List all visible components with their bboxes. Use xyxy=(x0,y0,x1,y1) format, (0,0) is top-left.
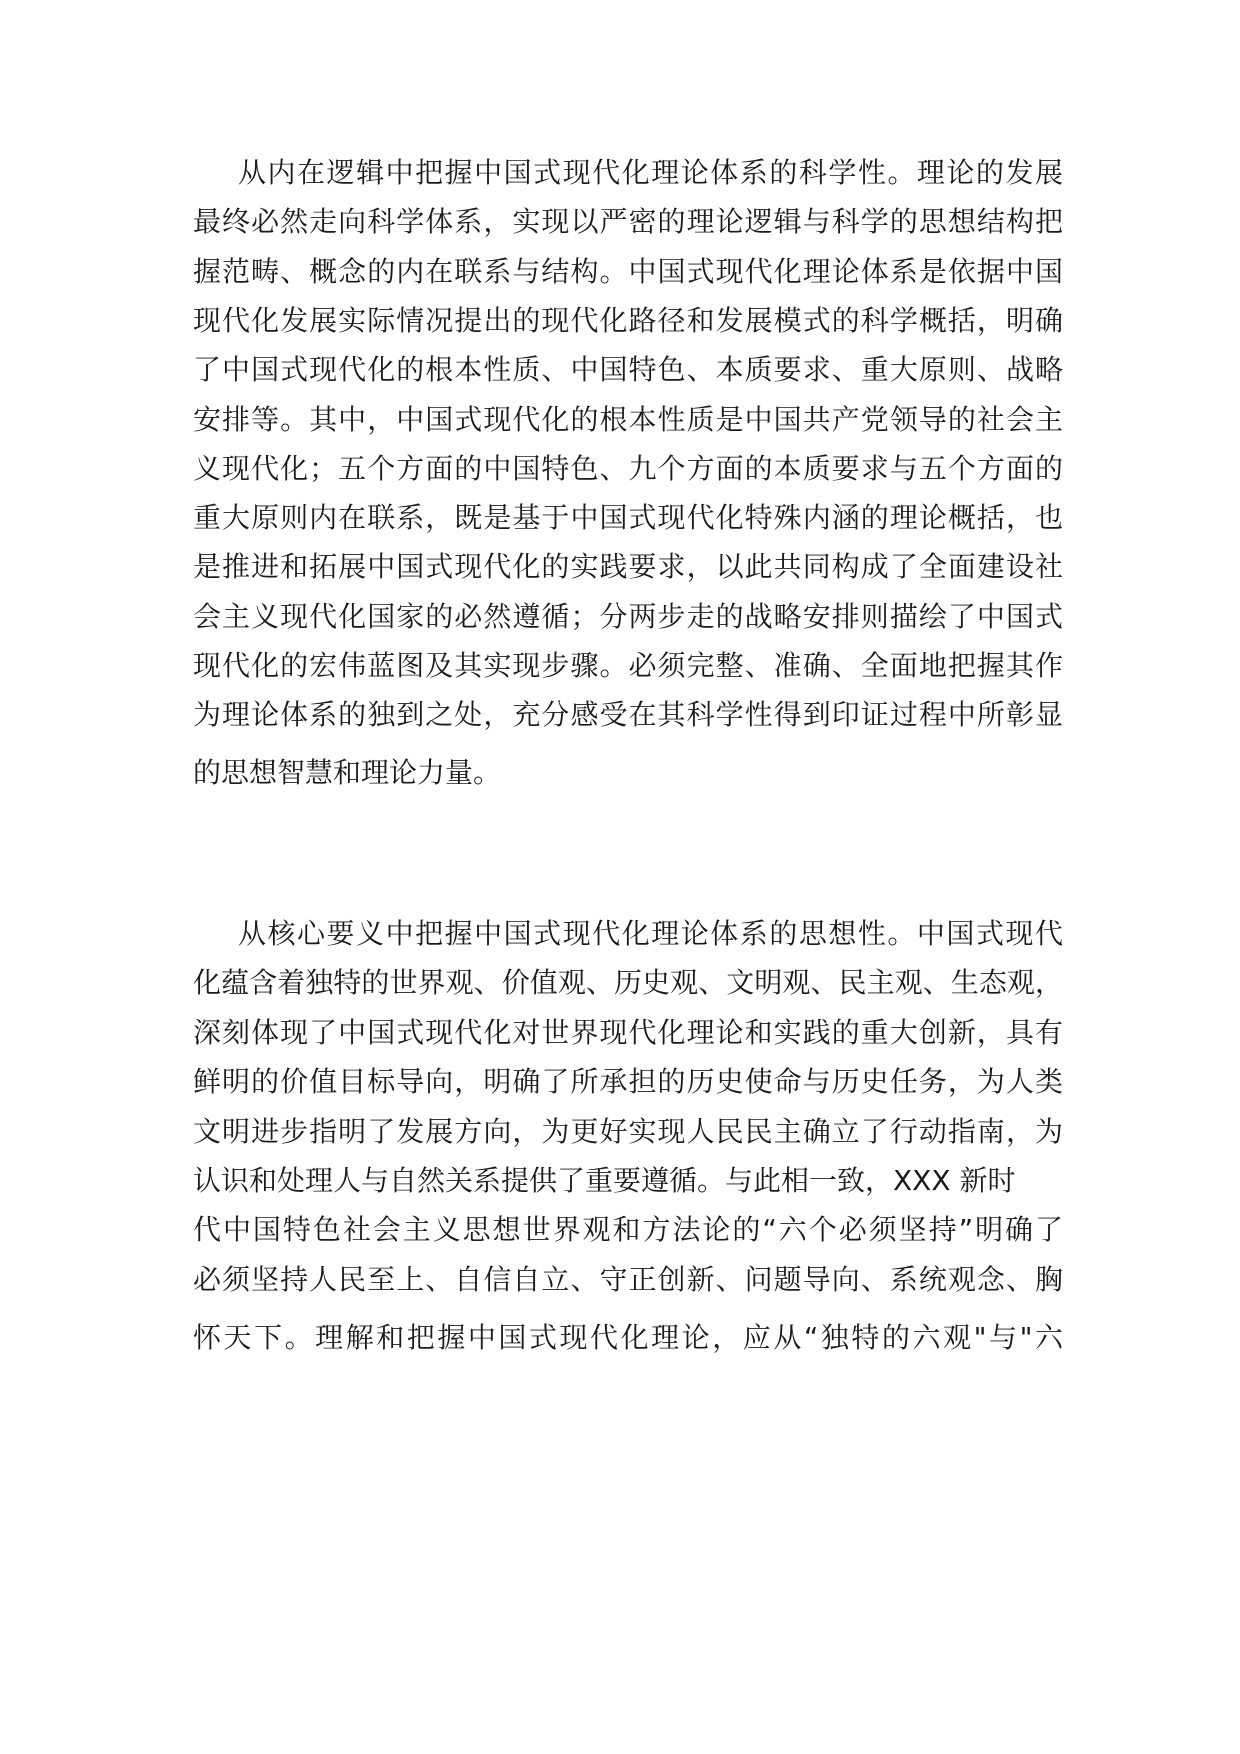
paragraph-1-line-11: 现代化的宏伟蓝图及其实现步骤。必须完整、准确、全面地把握其作 xyxy=(193,649,1063,682)
paragraph-1-line-5: 了中国式现代化的根本性质、中国特色、本质要求、重大原则、战略 xyxy=(193,353,1063,386)
paragraph-2-line-4: 鲜明的价值目标导向，明确了所承担的历史使命与历史任务，为人类 xyxy=(193,1065,1063,1098)
paragraph-1-line-10: 会主义现代化国家的必然遵循；分两步走的战略安排则描绘了中国式 xyxy=(193,600,1063,633)
paragraph-2-line-2: 化蕴含着独特的世界观、价值观、历史观、文明观、民主观、生态观， xyxy=(193,966,1063,999)
paragraph-2-line-1: 从核心要义中把握中国式现代化理论体系的思想性。中国式现代 xyxy=(238,917,1063,950)
paragraph-1-line-2: 最终必然走向科学体系，实现以严密的理论逻辑与科学的思想结构把 xyxy=(193,205,1063,238)
paragraph-2-line-9: 怀天下。理解和把握中国式现代化理论，应从“独特的六观"与"六 xyxy=(193,1321,1063,1354)
paragraph-1-line-6: 安排等。其中，中国式现代化的根本性质是中国共产党领导的社会主 xyxy=(193,403,1063,436)
paragraph-1-line-9: 是推进和拓展中国式现代化的实践要求，以此共同构成了全面建设社 xyxy=(193,550,1063,583)
paragraph-1-line-3: 握范畴、概念的内在联系与结构。中国式现代化理论体系是依据中国 xyxy=(193,255,1063,288)
paragraph-1-line-12: 为理论体系的独到之处，充分感受在其科学性得到印证过程中所彰显 xyxy=(193,698,1063,731)
paragraph-2-line-5: 文明进步指明了发展方向，为更好实现人民民主确立了行动指南，为 xyxy=(193,1115,1063,1148)
paragraph-2-line-3: 深刻体现了中国式现代化对世界现代化理论和实践的重大创新，具有 xyxy=(193,1016,1063,1049)
paragraph-1-line-8: 重大原则内在联系，既是基于中国式现代化特殊内涵的理论概括，也 xyxy=(193,501,1063,534)
paragraph-2-line-8: 必须坚持人民至上、自信自立、守正创新、问题导向、系统观念、胸 xyxy=(193,1263,1063,1296)
paragraph-2-line-6: 认识和处理人与自然关系提供了重要遵循。与此相一致，XXX 新时 xyxy=(193,1164,1016,1197)
paragraph-1-line-1: 从内在逻辑中把握中国式现代化理论体系的科学性。理论的发展 xyxy=(238,156,1063,189)
paragraph-1-line-13: 的思想智慧和理论力量。 xyxy=(193,756,502,789)
paragraph-1-line-7: 义现代化；五个方面的中国特色、九个方面的本质要求与五个方面的 xyxy=(193,452,1063,485)
paragraph-1-line-4: 现代化发展实际情况提出的现代化路径和发展模式的科学概括，明确 xyxy=(193,304,1063,337)
paragraph-2-line-7: 代中国特色社会主义思想世界观和方法论的“六个必须坚持”明确了 xyxy=(193,1213,1063,1246)
